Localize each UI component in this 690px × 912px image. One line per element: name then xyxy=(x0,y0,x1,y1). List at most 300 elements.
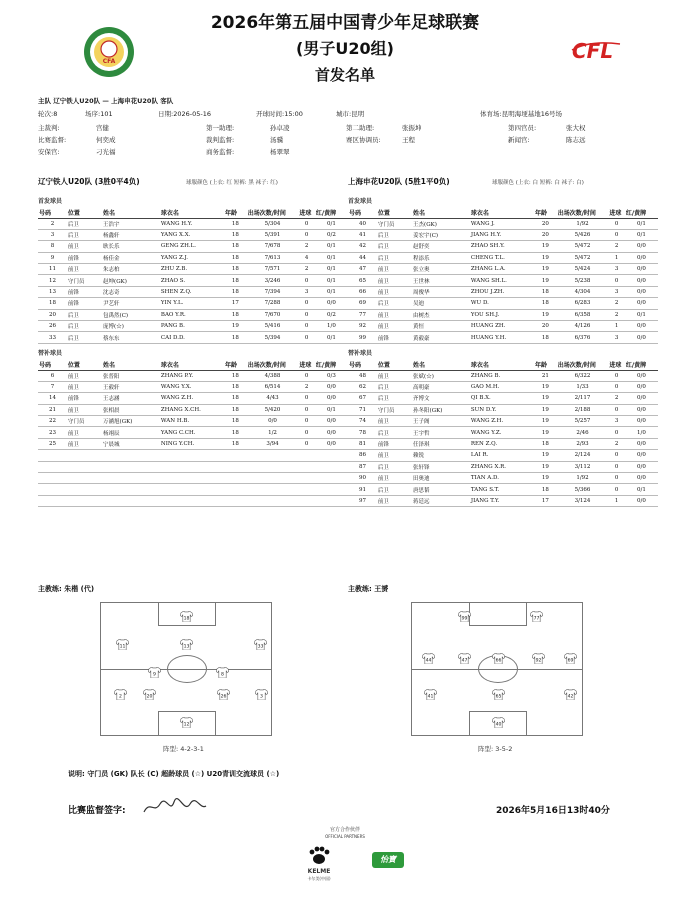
player-cell: 0/1 xyxy=(315,252,348,263)
home-subs-table xyxy=(38,359,348,507)
table-header-row xyxy=(38,359,348,370)
player-cell: 18 xyxy=(224,275,247,286)
player-cell: 9 xyxy=(38,252,67,263)
player-cell: 91 xyxy=(348,484,377,495)
player-cell: NING Y.CH. xyxy=(160,438,224,449)
player-row xyxy=(38,264,348,275)
player-cell: 0 xyxy=(298,416,315,427)
kelme-sub-text: 卡尔美(中国) xyxy=(307,876,331,881)
player-cell: YIN Y.L. xyxy=(160,298,224,309)
player-cell: 6/283 xyxy=(557,298,609,309)
home-subs-label: 替补球员 xyxy=(38,350,63,357)
player-cell: SUN D.Y. xyxy=(470,404,534,415)
player-cell: CAI D.D. xyxy=(160,332,224,343)
teams-separator: — xyxy=(102,97,109,105)
player-row xyxy=(348,381,658,392)
player-cell: 18 xyxy=(224,381,247,392)
player-cell: 0 xyxy=(298,218,315,229)
player-cell: 5/238 xyxy=(557,275,609,286)
shirt-number: 44 xyxy=(425,658,432,664)
player-cell: 张普阳 xyxy=(102,370,160,381)
yibao-logo: 怡寶 xyxy=(372,852,404,868)
player-cell: 0 xyxy=(608,275,625,286)
player-cell: 0/0 xyxy=(315,393,348,404)
home-starters-label: 首发球员 xyxy=(38,198,63,205)
home-coach-name: 朱楷 (代) xyxy=(64,585,95,593)
player-cell: 19 xyxy=(534,416,557,427)
player-cell: 19 xyxy=(534,473,557,484)
player-cell: 6/322 xyxy=(557,370,609,381)
player-cell: 5/472 xyxy=(557,241,609,252)
empty-row xyxy=(38,473,348,484)
player-cell: 5/366 xyxy=(557,484,609,495)
home-team-name: 辽宁铁人U20队 xyxy=(53,97,101,105)
empty-cell xyxy=(102,461,160,472)
player-row xyxy=(38,370,348,381)
player-cell: 7/394 xyxy=(247,286,299,297)
city-label: 城市: xyxy=(336,110,352,118)
player-cell: 庞博(☆) xyxy=(102,321,160,332)
player-shirt-icon xyxy=(254,639,267,650)
kelme-paw-icon xyxy=(308,846,330,866)
player-cell: 18 xyxy=(224,286,247,297)
player-cell: 0/1 xyxy=(315,241,348,252)
player-cell: 18 xyxy=(534,438,557,449)
player-cell: 0/0 xyxy=(625,275,658,286)
player-cell: 孙冬阳(GK) xyxy=(412,404,470,415)
player-cell: 18 xyxy=(224,404,247,415)
player-cell: 65 xyxy=(348,275,377,286)
player-cell: 前卫 xyxy=(377,370,412,381)
player-cell: 2 xyxy=(608,393,625,404)
player-cell: 7/670 xyxy=(247,309,299,320)
player-cell: 0/0 xyxy=(625,473,658,484)
column-header: 出场次数/时间 xyxy=(247,359,299,370)
player-row xyxy=(348,450,658,461)
player-row xyxy=(348,241,658,252)
player-cell: 18 xyxy=(224,309,247,320)
player-cell: 4/304 xyxy=(557,286,609,297)
player-cell: QI B.X. xyxy=(470,393,534,404)
shirt-number: 20 xyxy=(146,694,153,700)
player-cell: 0/0 xyxy=(625,495,658,506)
player-cell: 0/1 xyxy=(625,218,658,229)
official-name: 孙卓凌 xyxy=(270,124,290,132)
player-row xyxy=(348,218,658,229)
match-meta-row xyxy=(38,109,57,120)
column-header: 红/黄牌 xyxy=(625,359,658,370)
player-cell: 71 xyxy=(348,404,377,415)
away-kit-colors: 球服颜色 (上衣: 白 短裤: 白 袜子: 白) xyxy=(492,180,584,186)
away-starters-label: 首发球员 xyxy=(348,198,373,205)
home-formation-pitch xyxy=(100,602,272,736)
player-cell: 2/93 xyxy=(557,438,609,449)
player-cell: WANG SH.L. xyxy=(470,275,534,286)
empty-cell xyxy=(67,473,102,484)
player-cell: GAO M.H. xyxy=(470,381,534,392)
empty-cell xyxy=(247,450,299,461)
player-cell: ZHANG X.R. xyxy=(470,461,534,472)
player-cell: 0/0 xyxy=(625,450,658,461)
column-header: 进球 xyxy=(298,207,315,218)
player-cell: 0/0 xyxy=(315,416,348,427)
signature-label: 比赛监督签字: xyxy=(68,806,126,816)
player-row xyxy=(348,416,658,427)
player-cell: 0 xyxy=(608,450,625,461)
league-subtitle: (男子U20组) xyxy=(296,39,394,58)
player-cell: 后卫 xyxy=(377,252,412,263)
player-cell: 田奥迪 xyxy=(412,473,470,484)
shirt-number: 13 xyxy=(183,644,190,650)
player-cell: 0 xyxy=(298,332,315,343)
player-cell: 19 xyxy=(534,252,557,263)
column-header: 出场次数/时间 xyxy=(557,207,609,218)
column-header: 年龄 xyxy=(534,359,557,370)
player-cell: 守门员 xyxy=(377,404,412,415)
player-cell: 张相晨 xyxy=(102,404,160,415)
player-shirt-icon xyxy=(424,689,437,700)
column-header: 位置 xyxy=(377,207,412,218)
player-shirt-icon xyxy=(180,717,193,728)
player-row xyxy=(348,298,658,309)
player-cell: 0 xyxy=(298,427,315,438)
empty-cell xyxy=(102,495,160,506)
match-no xyxy=(85,109,113,120)
player-cell: 守门员 xyxy=(67,416,102,427)
shirt-number: 92 xyxy=(535,658,542,664)
column-header: 红/黄牌 xyxy=(625,207,658,218)
home-starters-table xyxy=(38,207,348,344)
player-row xyxy=(38,252,348,263)
handwritten-signature xyxy=(140,796,210,818)
player-cell: 0/0 xyxy=(625,393,658,404)
player-row xyxy=(348,309,658,320)
column-header: 姓名 xyxy=(412,359,470,370)
player-cell: 前锋 xyxy=(377,438,412,449)
official-label: 商务监督: xyxy=(206,148,235,156)
venue-value: 昆明海埂基地16号场 xyxy=(501,110,562,118)
official-label: 第四官员: xyxy=(508,124,537,132)
empty-cell xyxy=(38,495,67,506)
player-cell: 81 xyxy=(348,438,377,449)
player-cell: JIANG T.Y. xyxy=(470,495,534,506)
player-shirt-icon xyxy=(492,717,505,728)
player-cell: 杨翊辰 xyxy=(102,427,160,438)
match-date xyxy=(158,109,211,120)
player-cell: 0/0 xyxy=(625,370,658,381)
date-value: 2026-05-16 xyxy=(173,110,211,118)
player-cell: 0 xyxy=(608,473,625,484)
player-cell: 19 xyxy=(534,275,557,286)
column-header: 球衣名 xyxy=(160,359,224,370)
player-shirt-icon xyxy=(532,653,545,664)
shirt-number: 2 xyxy=(119,694,122,700)
player-cell: JIANG H.Y. xyxy=(470,229,534,240)
player-cell: 18 xyxy=(224,229,247,240)
player-cell: 19 xyxy=(224,321,247,332)
player-cell: 0/1 xyxy=(315,332,348,343)
player-cell: LAI R. xyxy=(470,450,534,461)
player-cell: 6 xyxy=(38,370,67,381)
match-no-label: 场序: xyxy=(85,110,101,118)
player-cell: 王杰(GK) xyxy=(412,218,470,229)
player-cell: 77 xyxy=(348,309,377,320)
player-cell: 20 xyxy=(534,229,557,240)
empty-cell xyxy=(247,484,299,495)
player-cell: 赵坤(GK) xyxy=(102,275,160,286)
kickoff-value: 15:00 xyxy=(284,110,303,118)
player-cell: 吴迪 xyxy=(412,298,470,309)
empty-cell xyxy=(160,461,224,472)
official-name: 何奕成 xyxy=(96,136,116,144)
player-cell: 7/613 xyxy=(247,252,299,263)
home-coach xyxy=(38,584,94,594)
player-cell: 3 xyxy=(608,286,625,297)
empty-cell xyxy=(38,473,67,484)
player-cell: YANG C.CH. xyxy=(160,427,224,438)
player-shirt-icon xyxy=(492,689,505,700)
player-row xyxy=(38,241,348,252)
player-cell: 14 xyxy=(38,393,67,404)
shirt-number: 33 xyxy=(257,644,264,650)
player-cell: WANG J. xyxy=(470,218,534,229)
away-subs-label: 替补球员 xyxy=(348,350,373,357)
player-shirt-icon xyxy=(422,653,435,664)
empty-cell xyxy=(224,495,247,506)
player-cell: 1 xyxy=(608,321,625,332)
player-cell: 5/424 xyxy=(557,264,609,275)
player-cell: 前锋 xyxy=(67,286,102,297)
player-cell: 后卫 xyxy=(67,229,102,240)
player-cell: 8 xyxy=(38,241,67,252)
player-cell: 12 xyxy=(38,275,67,286)
player-cell: 前卫 xyxy=(377,450,412,461)
player-cell: 23 xyxy=(38,427,67,438)
player-cell: WANG Y.X. xyxy=(160,381,224,392)
player-cell: 1 xyxy=(608,495,625,506)
date-label: 日期: xyxy=(158,110,174,118)
pitch-center-circle xyxy=(167,655,207,683)
player-cell: 沈志奇 xyxy=(102,286,160,297)
player-cell: 4/388 xyxy=(247,370,299,381)
player-cell: 0 xyxy=(608,370,625,381)
player-row xyxy=(348,275,658,286)
player-cell: 后卫 xyxy=(67,321,102,332)
empty-cell xyxy=(247,495,299,506)
player-cell: YANG X.X. xyxy=(160,229,224,240)
player-shirt-icon xyxy=(180,639,193,650)
table-header-row xyxy=(38,207,348,218)
player-cell: 1/92 xyxy=(557,218,609,229)
official-name: 汤骥 xyxy=(270,136,283,144)
player-row xyxy=(348,229,658,240)
player-cell: 1/33 xyxy=(557,381,609,392)
player-cell: YOU SH.J. xyxy=(470,309,534,320)
official-name: 刁光福 xyxy=(96,148,116,156)
player-cell: 前卫 xyxy=(377,416,412,427)
player-cell: 5/257 xyxy=(557,416,609,427)
shirt-number: 3 xyxy=(260,694,263,700)
city xyxy=(336,109,364,120)
column-header: 球衣名 xyxy=(470,359,534,370)
player-shirt-icon xyxy=(217,689,230,700)
player-cell: 王宇哲 xyxy=(412,427,470,438)
player-cell: 19 xyxy=(534,450,557,461)
official-name: 宫健 xyxy=(96,124,109,132)
player-cell: 74 xyxy=(348,416,377,427)
official-name: 陈志远 xyxy=(566,136,586,144)
player-cell: 2 xyxy=(608,241,625,252)
player-row xyxy=(348,438,658,449)
player-row xyxy=(38,404,348,415)
player-cell: 前卫 xyxy=(67,264,102,275)
empty-cell xyxy=(298,484,315,495)
home-label: 主队 xyxy=(38,97,51,105)
away-team-name: 上海申花U20队 xyxy=(111,97,158,105)
player-cell: WU D. xyxy=(470,298,534,309)
player-cell: 7/288 xyxy=(247,298,299,309)
player-cell: 20 xyxy=(534,218,557,229)
kickoff xyxy=(256,109,303,120)
player-row xyxy=(348,404,658,415)
official-name: 张大权 xyxy=(566,124,586,132)
player-cell: 0/1 xyxy=(625,229,658,240)
player-cell: 18 xyxy=(534,298,557,309)
player-cell: 2 xyxy=(298,264,315,275)
empty-cell xyxy=(224,450,247,461)
player-row xyxy=(348,427,658,438)
player-cell: 3/112 xyxy=(557,461,609,472)
player-cell: 后卫 xyxy=(377,484,412,495)
player-cell: 齐博文 xyxy=(412,393,470,404)
player-cell: 0 xyxy=(298,404,315,415)
official-label: 裁判监督: xyxy=(206,136,235,144)
shirt-number: 65 xyxy=(495,694,502,700)
column-header: 出场次数/时间 xyxy=(557,359,609,370)
shirt-number: 9 xyxy=(153,672,156,678)
shirt-number: 41 xyxy=(427,694,434,700)
player-row xyxy=(348,495,658,506)
empty-cell xyxy=(315,450,348,461)
player-cell: 后卫 xyxy=(377,393,412,404)
column-header: 姓名 xyxy=(102,359,160,370)
player-cell: 0 xyxy=(608,484,625,495)
player-shirt-icon xyxy=(216,667,229,678)
player-cell: 0/0 xyxy=(625,461,658,472)
empty-cell xyxy=(38,461,67,472)
player-cell: 20 xyxy=(534,321,557,332)
player-cell: 张斌(☆) xyxy=(412,370,470,381)
column-header: 球衣名 xyxy=(470,207,534,218)
player-cell: BAO Y.R. xyxy=(160,309,224,320)
player-cell: 1/0 xyxy=(625,427,658,438)
player-cell: 18 xyxy=(534,286,557,297)
player-cell: 0/0 xyxy=(625,438,658,449)
player-cell: 62 xyxy=(348,381,377,392)
player-cell: 5/472 xyxy=(557,252,609,263)
player-cell: 前卫 xyxy=(67,438,102,449)
player-cell: 任泽琪 xyxy=(412,438,470,449)
empty-row xyxy=(38,450,348,461)
player-cell: 18 xyxy=(534,332,557,343)
player-cell: CHENG T.L. xyxy=(470,252,534,263)
player-cell: 97 xyxy=(348,495,377,506)
player-cell: 后卫 xyxy=(377,241,412,252)
player-cell: 19 xyxy=(534,461,557,472)
player-cell: 0 xyxy=(298,275,315,286)
shirt-number: 99 xyxy=(461,616,468,622)
player-cell: 朱志柏 xyxy=(102,264,160,275)
player-cell: ZHAO SH.Y. xyxy=(470,241,534,252)
column-header: 位置 xyxy=(67,207,102,218)
player-cell: 19 xyxy=(534,264,557,275)
player-cell: 7/678 xyxy=(247,241,299,252)
shirt-number: 11 xyxy=(119,644,126,650)
player-cell: 3 xyxy=(608,332,625,343)
player-row xyxy=(38,275,348,286)
player-cell: 前卫 xyxy=(377,473,412,484)
player-cell: 黄恒 xyxy=(412,321,470,332)
empty-row xyxy=(38,484,348,495)
player-shirt-icon xyxy=(564,653,577,664)
player-cell: 蔡东东 xyxy=(102,332,160,343)
player-cell: 前锋 xyxy=(67,298,102,309)
player-cell: 0 xyxy=(298,438,315,449)
player-cell: 5/304 xyxy=(247,218,299,229)
player-cell: 18 xyxy=(224,393,247,404)
player-row xyxy=(348,321,658,332)
player-cell: 41 xyxy=(348,229,377,240)
player-cell: WANG Z.H. xyxy=(160,393,224,404)
player-cell: 0 xyxy=(608,381,625,392)
player-shirt-icon xyxy=(148,667,161,678)
player-cell: 4/43 xyxy=(247,393,299,404)
empty-cell xyxy=(38,484,67,495)
player-cell: 3/94 xyxy=(247,438,299,449)
player-cell: 2 xyxy=(298,381,315,392)
player-cell: 78 xyxy=(348,427,377,438)
player-cell: 0 xyxy=(298,321,315,332)
shirt-number: 8 xyxy=(221,672,224,678)
player-cell: 40 xyxy=(348,218,377,229)
player-cell: YANG Z.J. xyxy=(160,252,224,263)
home-team-header: 辽宁铁人U20队 (3胜0平4负) xyxy=(38,177,140,186)
player-cell: 姜宏宇(C) xyxy=(412,229,470,240)
column-header: 号码 xyxy=(38,207,67,218)
venue-label: 体育场: xyxy=(480,110,502,118)
player-cell: 0/0 xyxy=(315,298,348,309)
empty-cell xyxy=(247,461,299,472)
player-cell: 2 xyxy=(608,309,625,320)
player-row xyxy=(38,393,348,404)
player-cell: 19 xyxy=(534,381,557,392)
player-cell: 宁晨城 xyxy=(102,438,160,449)
column-header: 号码 xyxy=(348,207,377,218)
official-name: 张振坤 xyxy=(402,124,422,132)
city-value: 昆明 xyxy=(351,110,365,118)
official-label: 新闻官: xyxy=(508,136,530,144)
player-cell: 0 xyxy=(608,218,625,229)
away-formation-pitch xyxy=(411,602,583,736)
cfl-logo-text: CFL xyxy=(572,39,614,63)
player-cell: 前锋 xyxy=(67,393,102,404)
player-cell: 后卫 xyxy=(67,332,102,343)
player-cell: 0/1 xyxy=(315,404,348,415)
player-cell: 前卫 xyxy=(67,241,102,252)
away-coach-name: 王赟 xyxy=(374,585,389,593)
empty-cell xyxy=(67,450,102,461)
player-cell: ZHOU J.ZH. xyxy=(470,286,534,297)
